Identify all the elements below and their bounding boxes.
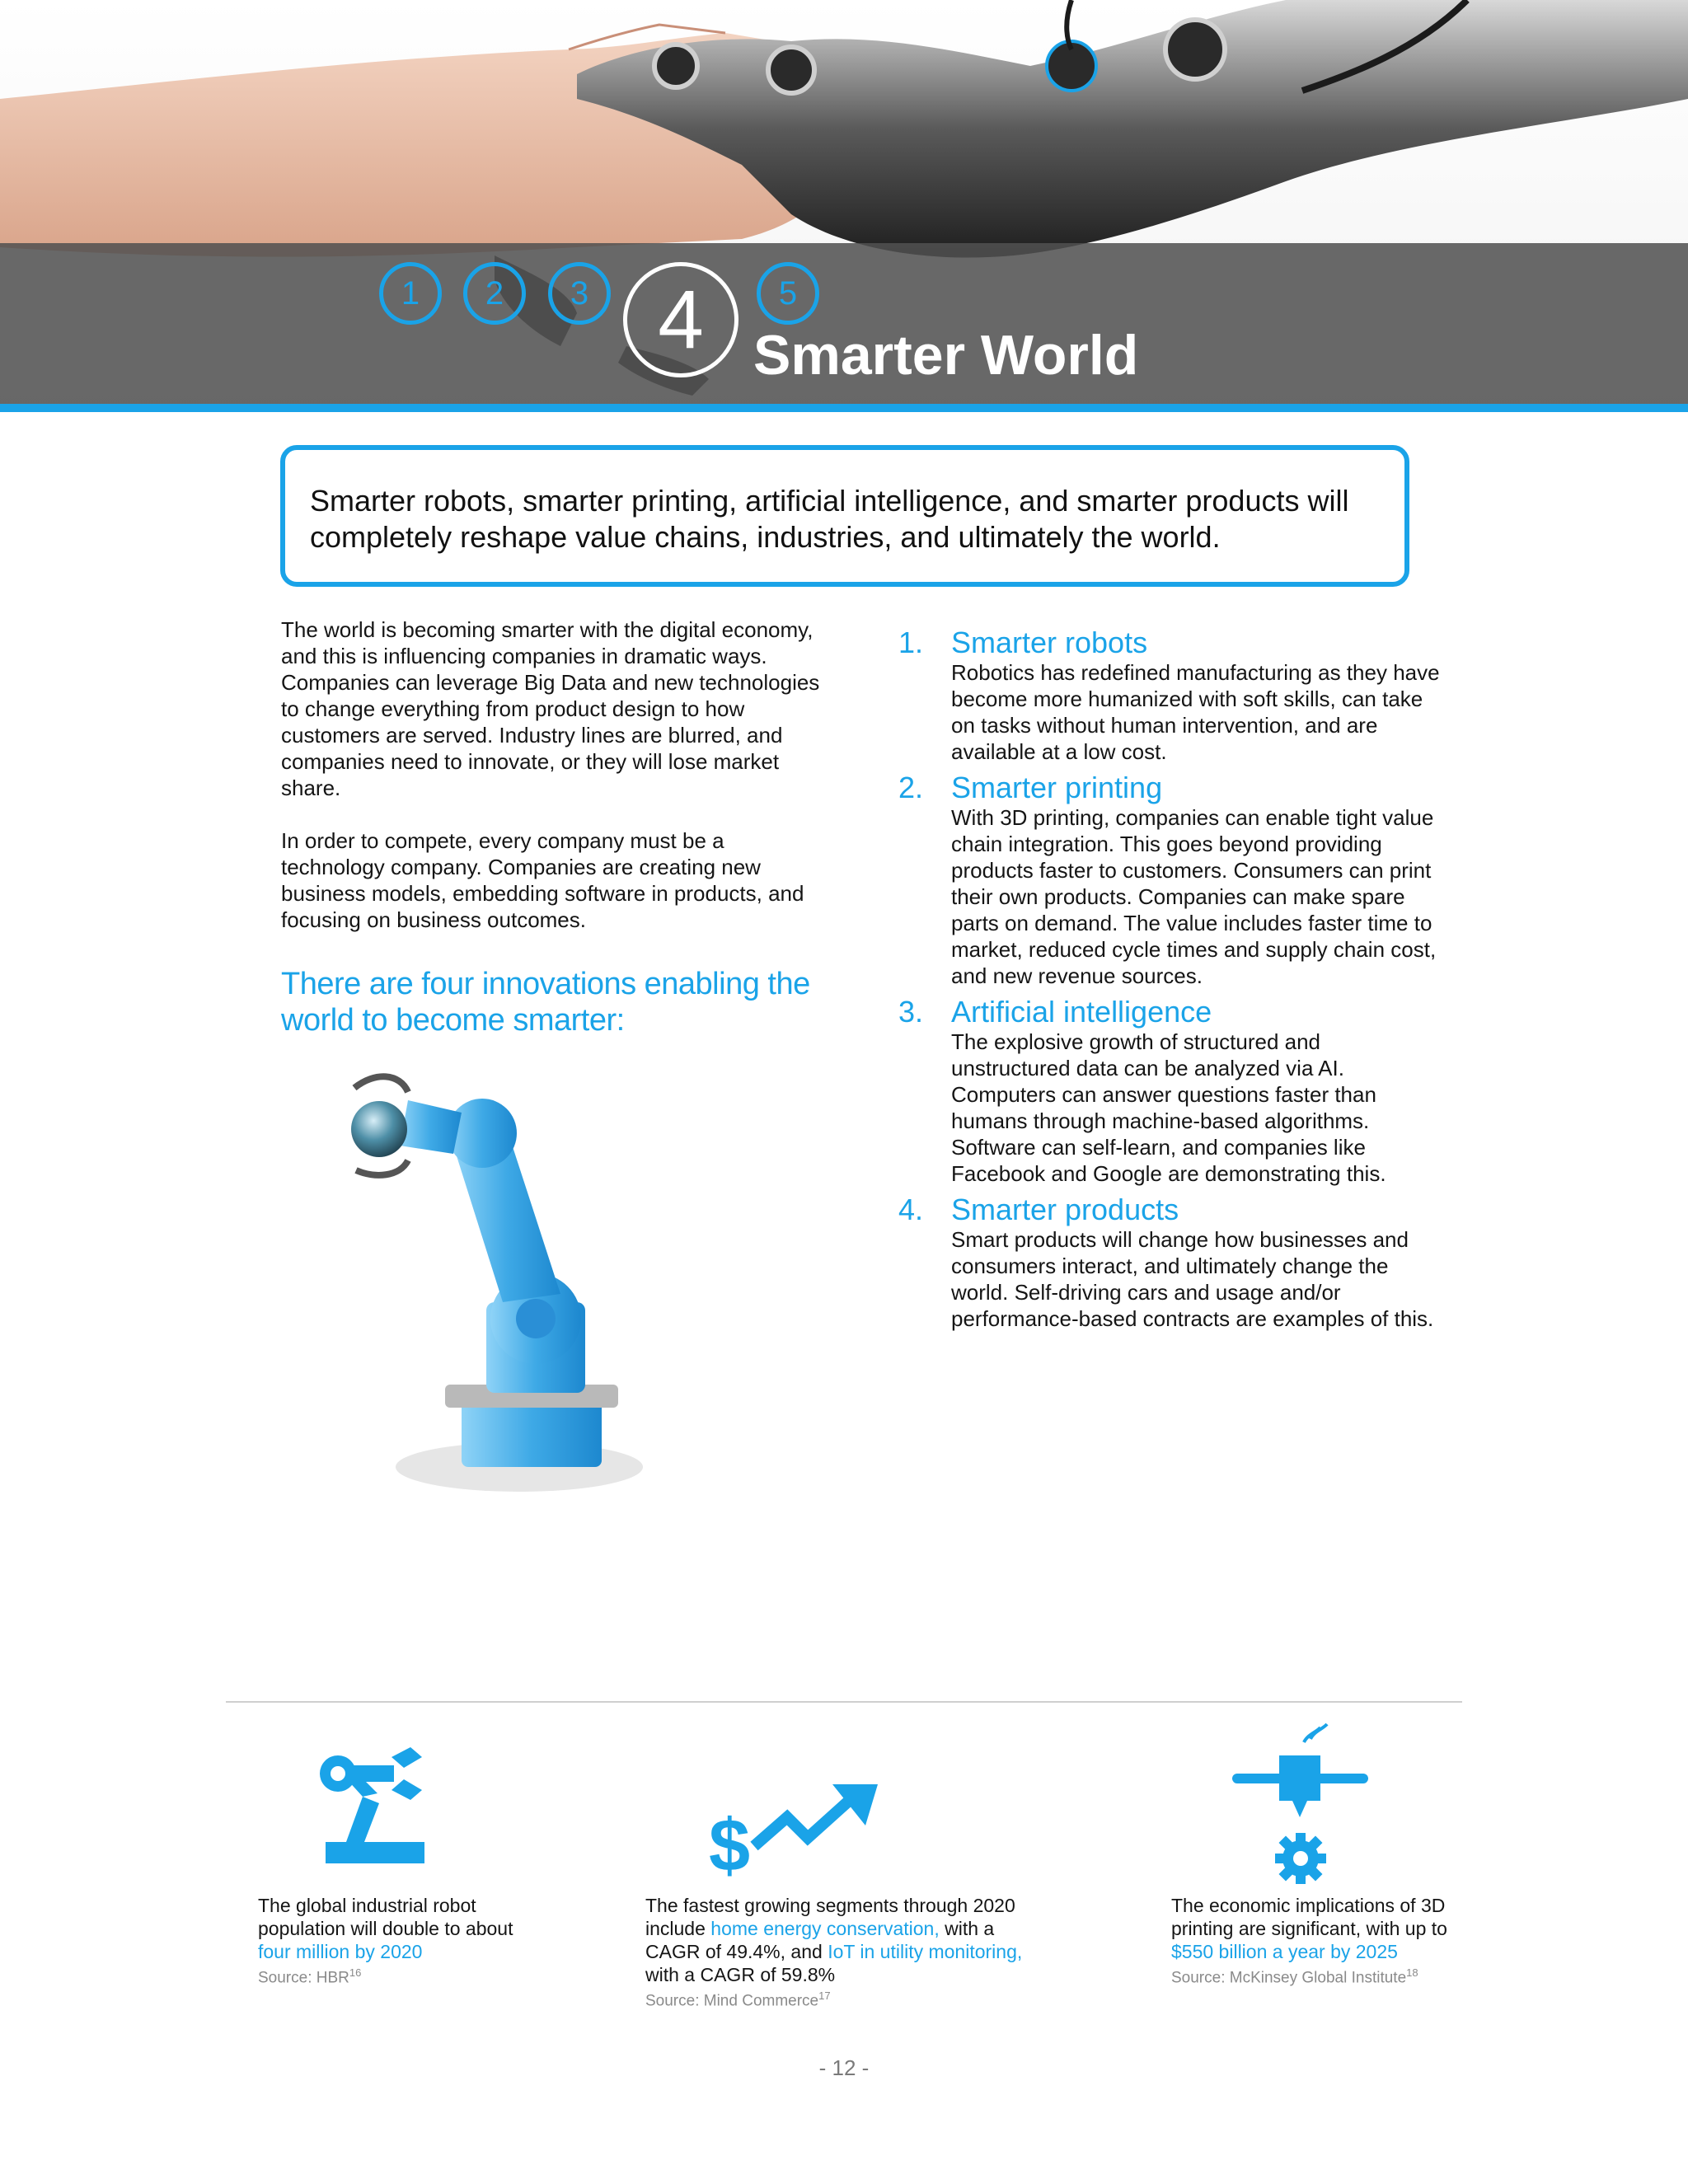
item-body: Smart products will change how businesses and consumers interact, and ultimately change the world. Self-driving cars and usage and/or performance-based contracts are examples of this. xyxy=(951,1227,1434,1331)
step-4-current-marker xyxy=(623,262,738,377)
stat-source xyxy=(645,1986,1025,2011)
intro-paragraph: The world is becoming smarter with the digital economy, and this is influencing companies in dramatic ways. Companies can leverage Big Data and new technologies to change everything from product design to how customers are served. Industry lines are blurred, and companies need to innovate, or they will lose market share. xyxy=(281,617,820,800)
stat-highlight: home energy conservation, xyxy=(710,1918,940,1939)
item-title: Smarter robots xyxy=(951,626,1148,659)
item-number: 1. xyxy=(898,626,924,659)
item-body: With 3D printing, companies can enable tight value chain integration. This goes beyond providing products faster to customers. Consumers can print their own products. Companies can make spare parts on demand. The value includes faster time to market, reduced cycle times and supply chain cost, and new revenue sources. xyxy=(951,805,1437,988)
list-item xyxy=(898,771,1442,989)
dollar-growth-icon xyxy=(709,1780,882,1879)
step-3-label: 3 xyxy=(570,274,589,312)
step-3-marker xyxy=(548,262,611,325)
stat-highlight: four million by 2020 xyxy=(258,1941,423,1962)
step-5-marker xyxy=(757,262,819,325)
callout-box xyxy=(280,445,1409,587)
item-body: Robotics has redefined manufacturing as they have become more humanized with soft skills, can take on tasks without human intervention, and are available at a low cost. xyxy=(951,660,1440,764)
robot-population-stat xyxy=(258,1894,522,1988)
item-title: Artificial intelligence xyxy=(951,995,1212,1029)
callout-text: Smarter robots, smarter printing, artificial intelligence, and smarter products will completely reshape value chains, industries, and ultimately the world. xyxy=(310,484,1349,554)
growth-segments-stat xyxy=(645,1894,1025,2011)
source-label: Source: Mind Commerce xyxy=(645,1992,819,2010)
current-step-label: 4 xyxy=(658,273,704,366)
source-label: Source: McKinsey Global Institute xyxy=(1171,1969,1407,1987)
step-2-marker xyxy=(463,262,526,325)
robot-arm-globe-image xyxy=(330,1055,692,1516)
item-number: 4. xyxy=(898,1193,924,1226)
step-1-marker xyxy=(379,262,442,325)
step-5-label: 5 xyxy=(778,274,798,312)
hero-banner xyxy=(0,0,1688,412)
item-title: Smarter products xyxy=(951,1193,1179,1226)
source-label: Source: HBR xyxy=(258,1969,349,1987)
svg-text:$: $ xyxy=(709,1805,751,1879)
stat-source xyxy=(1171,1963,1468,1988)
list-item xyxy=(898,996,1442,1187)
section-title: Smarter World xyxy=(753,324,1139,387)
compete-paragraph: In order to compete, every company must be a technology company. Companies are creating new business models, embedding software in products, and focusing on business outcomes. xyxy=(281,828,804,932)
stat-text: The economic implications of 3D printing are significant, with up to xyxy=(1171,1895,1447,1939)
footnote-ref: 16 xyxy=(349,1966,362,1979)
footnote-ref: 18 xyxy=(1406,1966,1418,1979)
stat-source xyxy=(258,1963,522,1988)
divider xyxy=(226,1701,1462,1703)
stat-highlight: IoT in utility monitoring, xyxy=(828,1941,1023,1962)
innovations-lead: There are four innovations enabling the world to become smarter: xyxy=(281,967,810,1038)
stat-text: with a CAGR of 59.8% xyxy=(645,1964,836,1985)
item-body: The explosive growth of structured and unstructured data can be analyzed via AI. Computers can answer questions faster than humans through machine-based algorithms. Software can self-learn, and companies like Facebook and Google are demonstrating this. xyxy=(951,1029,1386,1186)
innovations-list xyxy=(898,626,1442,1338)
list-item xyxy=(898,1193,1442,1332)
footnote-ref: 17 xyxy=(818,1990,831,2002)
left-column xyxy=(281,616,833,1038)
item-title: Smarter printing xyxy=(951,771,1163,804)
stat-text: The global industrial robot population will double to about xyxy=(258,1895,513,1939)
item-number: 3. xyxy=(898,995,924,1029)
3d-printing-stat xyxy=(1171,1894,1468,1988)
stat-text: The fastest growing segments through 2020 include xyxy=(645,1895,1015,1939)
step-2-label: 2 xyxy=(485,274,504,312)
step-1-label: 1 xyxy=(401,274,420,312)
item-number: 2. xyxy=(898,771,924,804)
stat-text: with a CAGR of 49.4%, and xyxy=(645,1918,995,1962)
robot-arm-icon xyxy=(313,1739,445,1871)
3d-printer-icon xyxy=(1228,1722,1376,1887)
stat-highlight: $550 billion a year by 2025 xyxy=(1171,1941,1398,1962)
accent-rule xyxy=(0,404,1688,412)
list-item xyxy=(898,626,1442,765)
page-number: - 12 - xyxy=(818,2055,870,2080)
